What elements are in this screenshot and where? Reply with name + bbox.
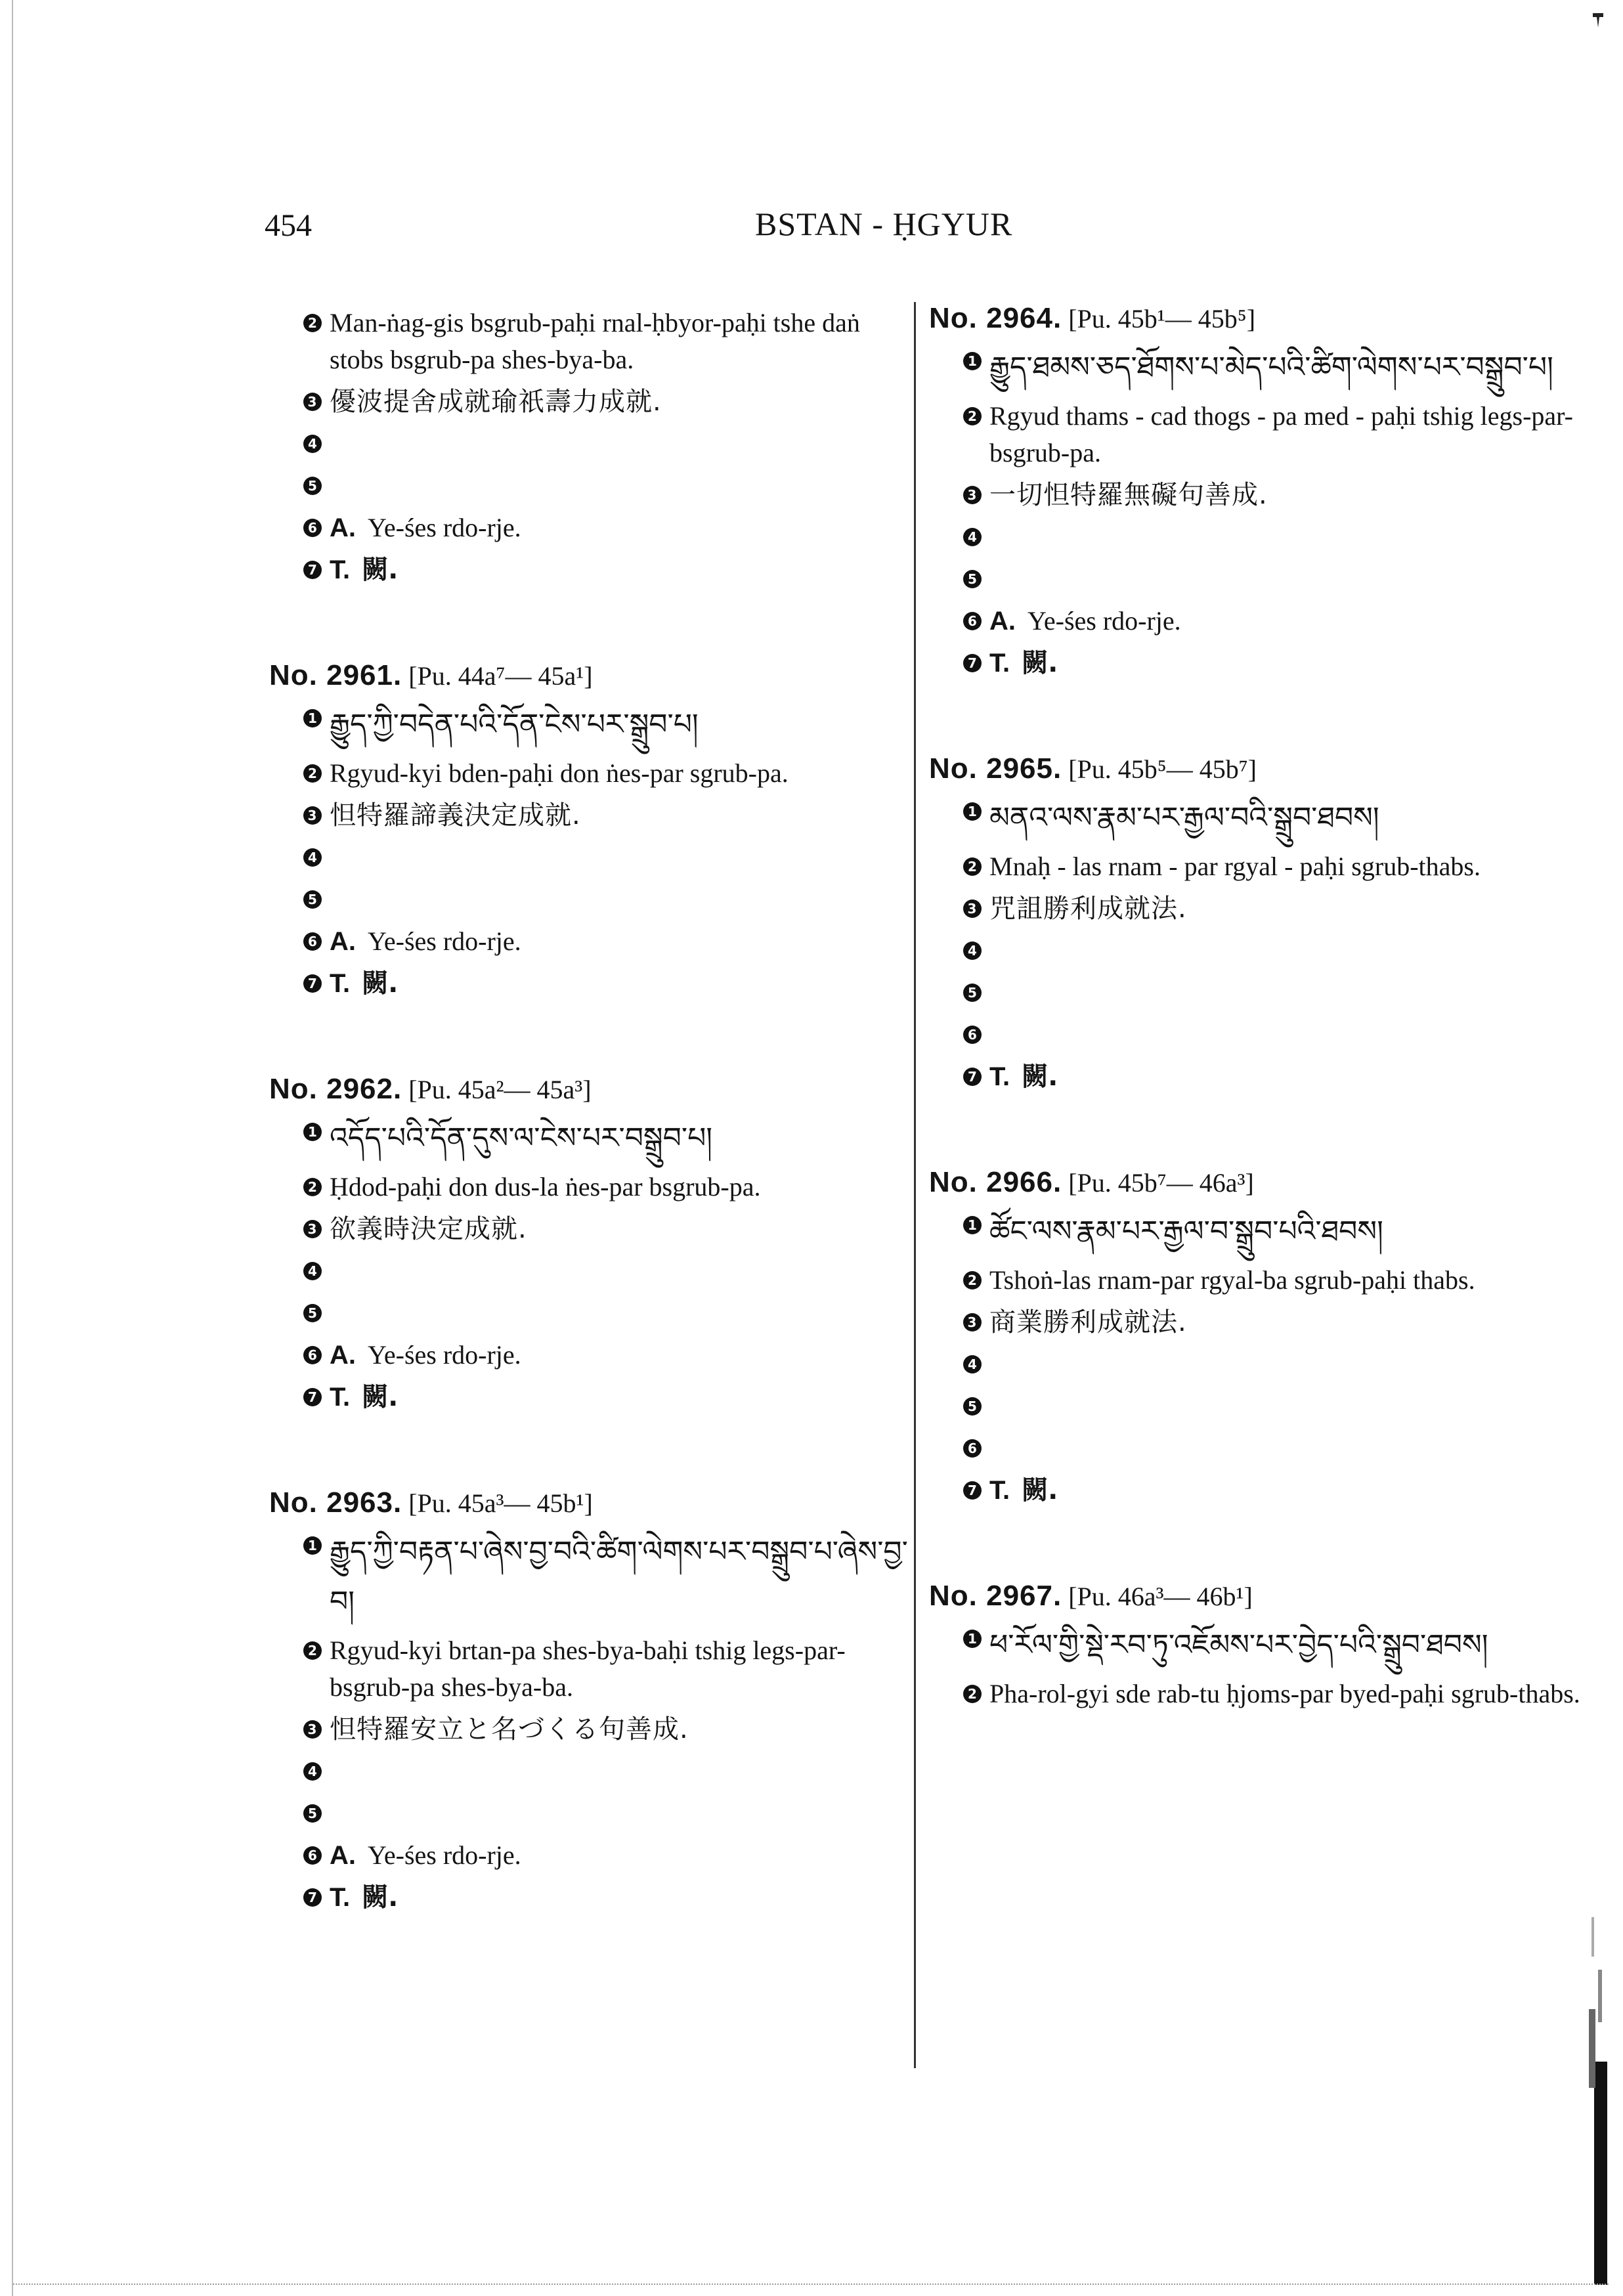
bullet-7-icon: 7 [303,561,322,579]
bullet-5-icon: 5 [303,1304,322,1322]
author-tag: A. [330,513,356,542]
author-tag: A. [330,1341,356,1370]
translator-tag: T. [330,1883,351,1912]
transliteration: Rgyud thams - cad thogs - pa med - paḥi tshig legs-par-bsgrub-pa. [989,401,1574,467]
bullet-6-icon: 6 [303,1346,322,1364]
item-7-translator [269,965,913,1002]
item-6-author [269,1837,913,1874]
bullet-6-icon: 6 [303,519,322,537]
chinese-title: 優波提舍成就瑜祇壽力成就. [330,387,662,417]
tibetan-title: མནའ་ལས་རྣམ་པར་རྒྱལ་བའི་སྒྲུབ་ཐབས། [989,801,1379,834]
bullet-2-icon: 2 [303,764,322,783]
entry-2967 [929,1577,1599,1712]
bullet-3-icon: 3 [963,899,982,918]
item-7-translator [269,1379,913,1416]
bullet-4-icon: 4 [963,528,982,546]
column-divider [914,302,916,2068]
translator-tag: T. [989,1476,1010,1505]
item-3 [929,890,1599,927]
item-2 [929,1262,1599,1299]
item-5 [269,1795,913,1832]
item-5 [269,1295,913,1332]
bullet-6-icon: 6 [963,612,982,630]
item-1 [929,1207,1599,1257]
author-tag: A. [330,927,356,956]
scan-left-edge [12,0,13,2296]
bullet-1-icon: 1 [963,1630,982,1648]
chinese-title: 怛特羅諦義決定成就. [330,800,581,831]
bullet-4-icon: 4 [963,1355,982,1374]
item-3 [269,1211,913,1247]
item-7-translator [929,1472,1599,1509]
item-3 [929,1304,1599,1341]
bullet-6-icon: 6 [963,1439,982,1458]
item-2 [929,398,1599,471]
scan-noise-strip [1569,1891,1609,2285]
translator-tag: T. [989,1062,1010,1091]
bullet-3-icon: 3 [303,1220,322,1238]
bullet-2-icon: 2 [963,1271,982,1289]
bullet-3-icon: 3 [303,393,322,411]
item-4 [269,839,913,876]
folio-reference: [Pu. 44a⁷— 45a¹] [408,661,593,691]
item-4 [929,1346,1599,1383]
item-6-author [269,509,913,546]
item-1 [269,1114,913,1163]
bullet-5-icon: 5 [963,1397,982,1416]
bullet-7-icon: 7 [303,974,322,993]
bullet-6-icon: 6 [963,1026,982,1044]
bullet-5-icon: 5 [303,890,322,909]
entry-number: No. 2964. [929,302,1062,334]
folio-reference: [Pu. 46a³— 46b¹] [1068,1582,1253,1611]
translator: 闕. [1022,1062,1058,1092]
item-3 [269,797,913,834]
entry-number: No. 2963. [269,1486,402,1519]
translator-tag: T. [330,969,351,998]
bullet-5-icon: 5 [303,477,322,495]
item-7-translator [929,645,1599,682]
bullet-4-icon: 4 [303,1262,322,1280]
folio-reference: [Pu. 45b¹— 45b⁵] [1068,304,1256,334]
scan-bottom-edge [13,2284,1609,2285]
author: Ye-śes rdo-rje. [368,1340,521,1370]
bullet-4-icon: 4 [963,942,982,960]
folio-reference: [Pu. 45b⁵— 45b⁷] [1068,754,1257,784]
item-3 [929,477,1599,513]
bullet-7-icon: 7 [963,654,982,672]
author-tag: A. [989,607,1016,636]
item-6-author [269,1337,913,1374]
left-column [269,299,913,1921]
item-5 [929,561,1599,597]
item-2 [269,1169,913,1205]
translator: 闕. [362,1382,399,1412]
tibetan-title: རྒྱུད་ཀྱི་བདེན་པའི་དོན་ངེས་པར་སྒྲུབ་པ། [330,708,699,741]
bullet-2-icon: 2 [303,1641,322,1660]
item-7-translator [929,1058,1599,1095]
bullet-3-icon: 3 [963,486,982,504]
item-2 [269,755,913,792]
transliteration: Rgyud-kyi bden-paḥi don ṅes-par sgrub-pa. [330,758,789,788]
bullet-1-icon: 1 [303,1123,322,1141]
bullet-1-icon: 1 [303,709,322,727]
item-4 [269,1253,913,1289]
transliteration: Man-ṅag-gis bsgrub-paḥi rnal-ḥbyor-paḥi tshe daṅ stobs bsgrub-pa shes-bya-ba. [330,308,860,374]
entry-header [269,1484,913,1522]
bullet-1-icon: 1 [963,352,982,370]
chinese-title: 咒詛勝利成就法. [989,894,1187,924]
chinese-title: 欲義時決定成就. [330,1214,527,1244]
chinese-title: 一切怛特羅無礙句善成. [989,480,1268,510]
bullet-3-icon: 3 [303,806,322,825]
tibetan-title: ཕ་རོལ་གྱི་སྡེ་རབ་ཏུ་འཇོམས་པར་བྱེད་པའི་སྒྲུབ་ཐབས། [989,1628,1488,1662]
transliteration: Pha-rol-gyi sde rab-tu ḥjoms-par byed-paḥi sgrub-thabs. [989,1679,1580,1708]
item-2 [269,1632,913,1706]
translator-tag: T. [989,649,1010,678]
item-7-translator [269,1879,913,1916]
item-4 [929,519,1599,555]
entry-2962 [269,1070,913,1416]
bullet-4-icon: 4 [303,848,322,867]
transliteration: Tshoṅ-las rnam-par rgyal-ba sgrub-paḥi thabs. [989,1265,1475,1295]
translator: 闕. [1022,1475,1058,1505]
folio-reference: [Pu. 45a³— 45b¹] [408,1488,593,1518]
bullet-1-icon: 1 [963,802,982,821]
item-4 [269,425,913,462]
bullet-7-icon: 7 [963,1481,982,1500]
item-2 [929,1676,1599,1712]
item-4 [269,1753,913,1790]
folio-reference: [Pu. 45b⁷— 46a³] [1068,1168,1254,1198]
bullet-1-icon: 1 [963,1216,982,1234]
chinese-title: 怛特羅安立と名づくる句善成. [330,1714,689,1744]
translator: 闕. [362,555,399,585]
bullet-3-icon: 3 [963,1313,982,1332]
author: Ye-śes rdo-rje. [368,513,521,542]
entry-2966 [929,1163,1599,1509]
item-2 [929,848,1599,885]
entry-2963 [269,1484,913,1916]
translator-tag: T. [330,555,351,584]
entry-continuation [269,305,913,588]
author-tag: A. [330,1841,356,1870]
item-2 [269,305,913,378]
bullet-2-icon: 2 [303,1178,322,1196]
entry-header [269,1070,913,1108]
item-6-author [269,923,913,960]
bullet-7-icon: 7 [963,1068,982,1086]
translator: 闕. [362,1882,399,1913]
transliteration: Mnaḥ - las rnam - par rgyal - paḥi sgrub-thabs. [989,852,1481,881]
translator: 闕. [362,968,399,999]
bullet-2-icon: 2 [963,857,982,876]
item-4 [929,932,1599,969]
bullet-5-icon: 5 [963,984,982,1002]
tibetan-title: ཚོང་ལས་རྣམ་པར་རྒྱལ་བ་སྒྲུབ་པའི་ཐབས། [989,1215,1383,1248]
bullet-3-icon: 3 [303,1720,322,1739]
translator-tag: T. [330,1383,351,1412]
entry-header [929,750,1599,788]
bullet-4-icon: 4 [303,435,322,453]
item-1 [929,793,1599,843]
tibetan-title: རྒྱུད་ཀྱི་བརྟན་པ་ཞེས་བྱ་བའི་ཚིག་ལེགས་པར་བསྒྲུབ་པ་ཞེས་བྱ་བ། [330,1535,908,1618]
right-column [929,299,1599,1718]
transliteration: Ḥdod-paḥi don dus-la ṅes-par bsgrub-pa. [330,1172,761,1202]
bullet-2-icon: 2 [963,1685,982,1703]
entry-header [929,299,1599,337]
item-3 [269,1711,913,1748]
page-number: 454 [265,208,312,243]
item-5 [269,881,913,918]
entry-number: No. 2966. [929,1166,1062,1198]
bullet-7-icon: 7 [303,1888,322,1907]
item-1 [929,343,1599,393]
item-5 [929,1388,1599,1425]
folio-reference: [Pu. 45a²— 45a³] [408,1075,592,1104]
entry-header [929,1577,1599,1615]
entry-2964 [929,299,1599,682]
item-6 [929,1430,1599,1467]
entry-number: No. 2965. [929,752,1062,785]
item-5 [269,467,913,504]
corner-mark-icon [1591,12,1605,29]
bullet-1-icon: 1 [303,1536,322,1555]
tibetan-title: འདོད་པའི་དོན་དུས་ལ་ངེས་པར་བསྒྲུབ་པ། [330,1121,713,1155]
item-6 [929,1016,1599,1053]
author: Ye-śes rdo-rje. [1028,606,1181,636]
tibetan-title: རྒྱུད་ཐམས་ཅད་ཐོགས་པ་མེད་པའི་ཚིག་ལེགས་པར་བསྒྲུབ་པ། [989,351,1553,384]
bullet-5-icon: 5 [963,570,982,588]
author: Ye-śes rdo-rje. [368,926,521,956]
chinese-title: 商業勝利成就法. [989,1307,1187,1337]
bullet-6-icon: 6 [303,932,322,951]
bullet-5-icon: 5 [303,1804,322,1823]
bullet-2-icon: 2 [963,407,982,425]
item-1 [269,700,913,750]
item-7-translator [269,552,913,588]
entry-number: No. 2962. [269,1073,402,1105]
item-1 [929,1620,1599,1670]
item-5 [929,974,1599,1011]
author: Ye-śes rdo-rje. [368,1840,521,1870]
translator: 闕. [1022,648,1058,678]
entry-2961 [269,657,913,1002]
item-3 [269,383,913,420]
bullet-6-icon: 6 [303,1846,322,1865]
entry-number: No. 2961. [269,659,402,691]
entry-header [929,1163,1599,1202]
entry-number: No. 2967. [929,1580,1062,1612]
entry-header [269,657,913,695]
bullet-4-icon: 4 [303,1762,322,1781]
transliteration: Rgyud-kyi brtan-pa shes-bya-baḥi tshig legs-par-bsgrub-pa shes-bya-ba. [330,1635,846,1702]
running-head: BSTAN - ḤGYUR [755,206,1013,242]
item-6-author [929,603,1599,639]
bullet-7-icon: 7 [303,1388,322,1406]
bullet-2-icon: 2 [303,314,322,332]
item-1 [269,1527,913,1627]
entry-2965 [929,750,1599,1095]
